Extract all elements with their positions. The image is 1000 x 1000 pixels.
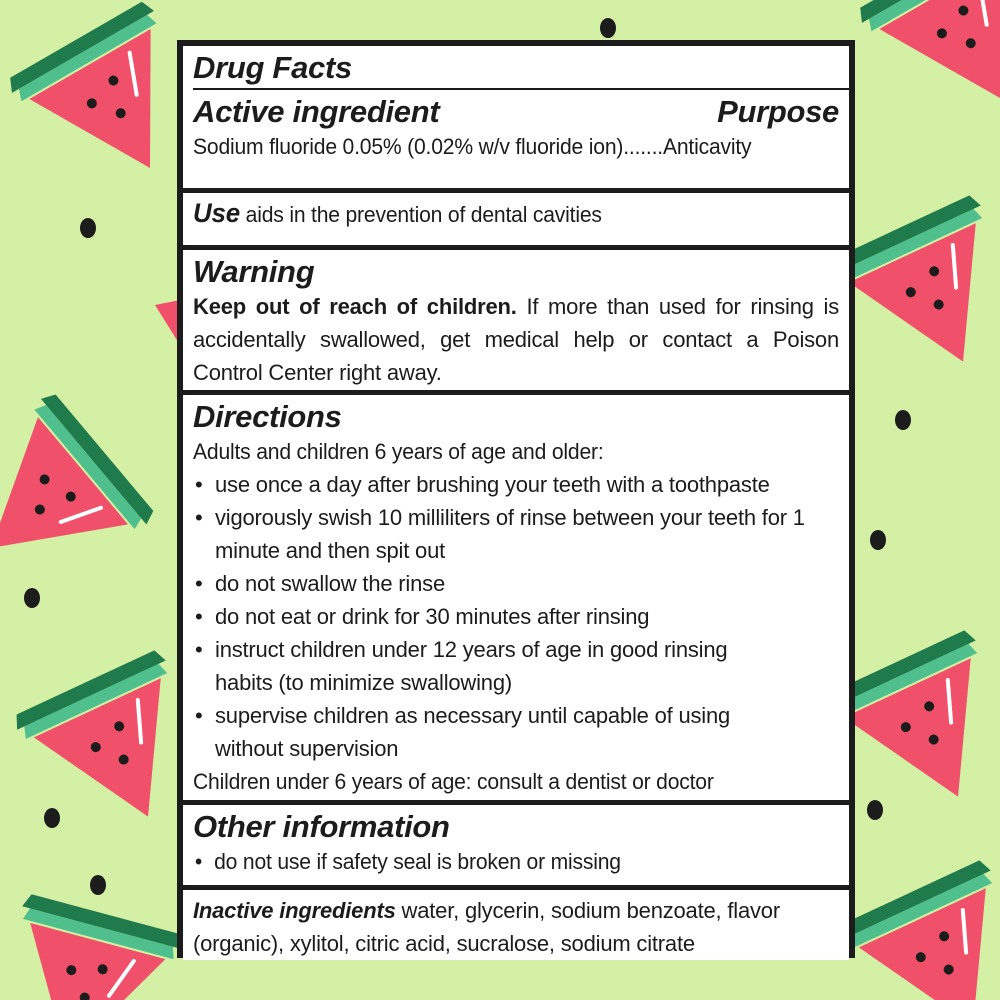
watermelon-slice-icon [0,893,184,1000]
purpose-text: Anticavity [662,134,752,159]
warning-text: If more than used for rinsing is accidentally swallowed, get medical help or contact a Poison Control Center right away. [193,294,840,385]
warning-bold-text: Keep out of reach of children. [193,294,517,319]
warning-header: Warning [193,254,315,289]
inactive-ingredients-text: water, glycerin, sodium benzoate, flavor (organic), xylitol, citric acid, sucralose, sodium citrate [193,898,780,956]
list-item: • do not swallow the rinse [195,571,445,596]
use-text: aids in the prevention of dental cavities [245,202,602,227]
use-section [183,193,849,245]
active-header-row [193,94,839,130]
active-ingredient-line [193,130,813,163]
directions-section [183,395,849,800]
list-item-text: supervise children as necessary until capable of using without supervision [215,703,731,761]
watermelon-slice-icon [836,858,1000,1000]
use-line [193,197,813,231]
drug-facts-title: Drug Facts [193,50,352,85]
list-item-text: use once a day after brushing your teeth with a toothpaste [215,472,770,497]
directions-intro: Adults and children 6 years of age and older: [193,439,604,464]
inactive-ingredients-body [193,894,839,960]
active-ingredient-header: Active ingredient [193,94,440,129]
watermelon-slice-icon [0,390,157,611]
list-item-text: vigorously swish 10 milliliters of rinse between your teeth for 1 minute and then spit out [215,505,805,563]
directions-header: Directions [193,399,342,434]
list-item-text: do not use if safety seal is broken or missing [214,849,621,874]
other-information-section [183,805,849,885]
active-ingredient-section [183,46,849,188]
warning-section [183,250,849,390]
list-item: • vigorously swish 10 milliliters of rinse between your teeth for 1 minute and then spit out [195,505,805,563]
divider [193,88,849,90]
list-item-text: do not swallow the rinse [215,571,445,596]
directions-outro: Children under 6 years of age: consult a dentist or doctor [193,769,714,794]
use-header: Use [193,198,240,228]
other-information-header: Other information [193,809,450,844]
list-item-text: instruct children under 12 years of age in good rinsing habits (to minimize swallowing) [215,637,728,695]
list-item: • instruct children under 12 years of age in good rinsing habits (to minimize swallowing) [195,637,728,695]
drug-facts-panel [177,40,855,958]
inactive-ingredients-section [183,890,849,960]
purpose-header: Purpose [717,94,839,129]
list-item: • do not eat or drink for 30 minutes after rinsing [195,604,650,629]
active-ingredient-text: Sodium fluoride 0.05% (0.02% w/v fluoride ion)....... [193,134,663,159]
watermelon-slice-icon [855,0,1000,139]
warning-body [193,290,839,389]
list-item: • supervise children as necessary until capable of using without supervision [195,703,731,761]
list-item-text: do not eat or drink for 30 minutes after rinsing [215,604,650,629]
list-item: • do not use if safety seal is broken or missing [194,849,621,874]
inactive-ingredients-header: Inactive ingredients [193,898,396,923]
list-item: • use once a day after brushing your teeth with a toothpaste [195,472,770,497]
